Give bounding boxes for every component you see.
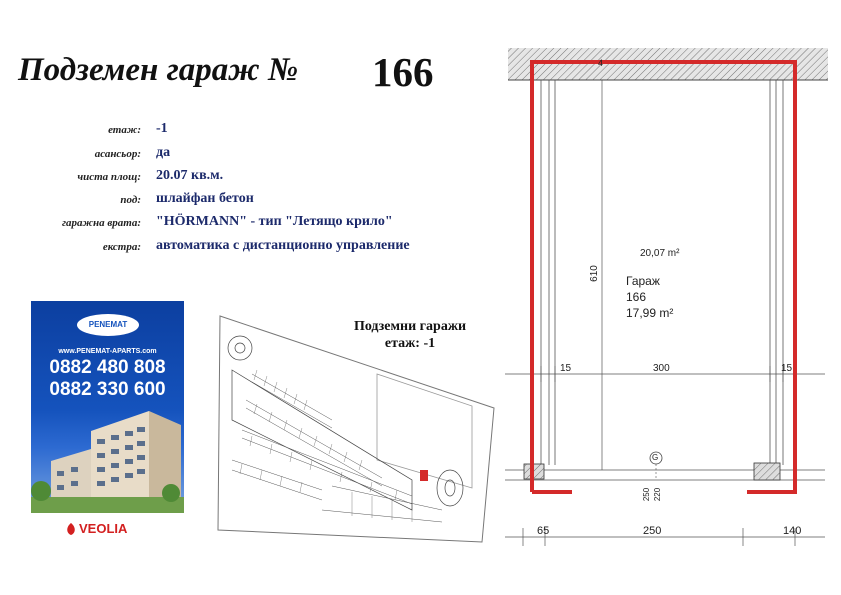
ad-website: www.PENEMAT-APARTS.com — [58, 348, 157, 355]
room-number: 166 — [626, 290, 647, 304]
spec-floor-label: етаж: — [108, 124, 141, 136]
dim-wall-right: 15 — [781, 363, 793, 374]
axis-label: G — [652, 453, 659, 462]
dim-bottom-right: 140 — [783, 525, 802, 537]
dim-door-b: 220 — [653, 487, 663, 502]
total-area-label: 20,07 m² — [640, 248, 680, 259]
ad-brand-strip — [31, 513, 184, 545]
dim-top: 4 — [598, 58, 604, 68]
dim-bottom-left: 65 — [537, 525, 550, 537]
ad-phone-2: 0882 330 600 — [49, 379, 166, 400]
garage-number: 166 — [372, 49, 434, 95]
spec-extra-label: екстра: — [102, 241, 141, 253]
ad-phone-1: 0882 480 808 — [49, 357, 166, 378]
spec-elevator-label: асансьор: — [94, 148, 141, 160]
spec-door-label: гаражна врата: — [61, 217, 141, 229]
dim-door-a: 250 — [642, 487, 652, 502]
spec-area-label: чиста площ: — [77, 171, 141, 183]
room-name: Гараж — [626, 274, 660, 288]
spec-area-value: 20.07 кв.м. — [156, 168, 224, 183]
veolia-logo-icon — [65, 522, 77, 536]
dim-depth: 610 — [588, 265, 600, 282]
spec-extra-value: автоматика с дистанционно управление — [156, 238, 410, 253]
ad-brand-name: VEOLIA — [79, 521, 128, 536]
spec-floor-type-label: под: — [120, 194, 141, 206]
site-plan-title-line1: Подземни гаражи — [353, 319, 467, 334]
page-title: Подземен гараж № — [18, 52, 299, 88]
dim-width: 300 — [653, 363, 670, 374]
dim-bottom-mid: 250 — [643, 525, 662, 537]
dim-wall-left: 15 — [560, 363, 572, 374]
penemat-logo: PENEMAT — [77, 314, 139, 336]
garage-floor-plan — [505, 40, 841, 550]
site-plan-title-line2: етаж: -1 — [384, 336, 436, 351]
room-area: 17,99 m² — [626, 306, 674, 320]
building-illustration — [31, 401, 184, 513]
advertisement-banner — [31, 301, 184, 545]
highlighted-garage-marker — [420, 470, 428, 481]
site-plan-title — [330, 318, 490, 352]
spec-door-value: "HÖRMANN" - тип "Летящо крило" — [156, 214, 393, 229]
spec-floor-value: -1 — [156, 121, 168, 136]
spec-elevator-value: да — [156, 145, 171, 160]
spec-floor-type-value: шлайфан бетон — [156, 191, 254, 206]
